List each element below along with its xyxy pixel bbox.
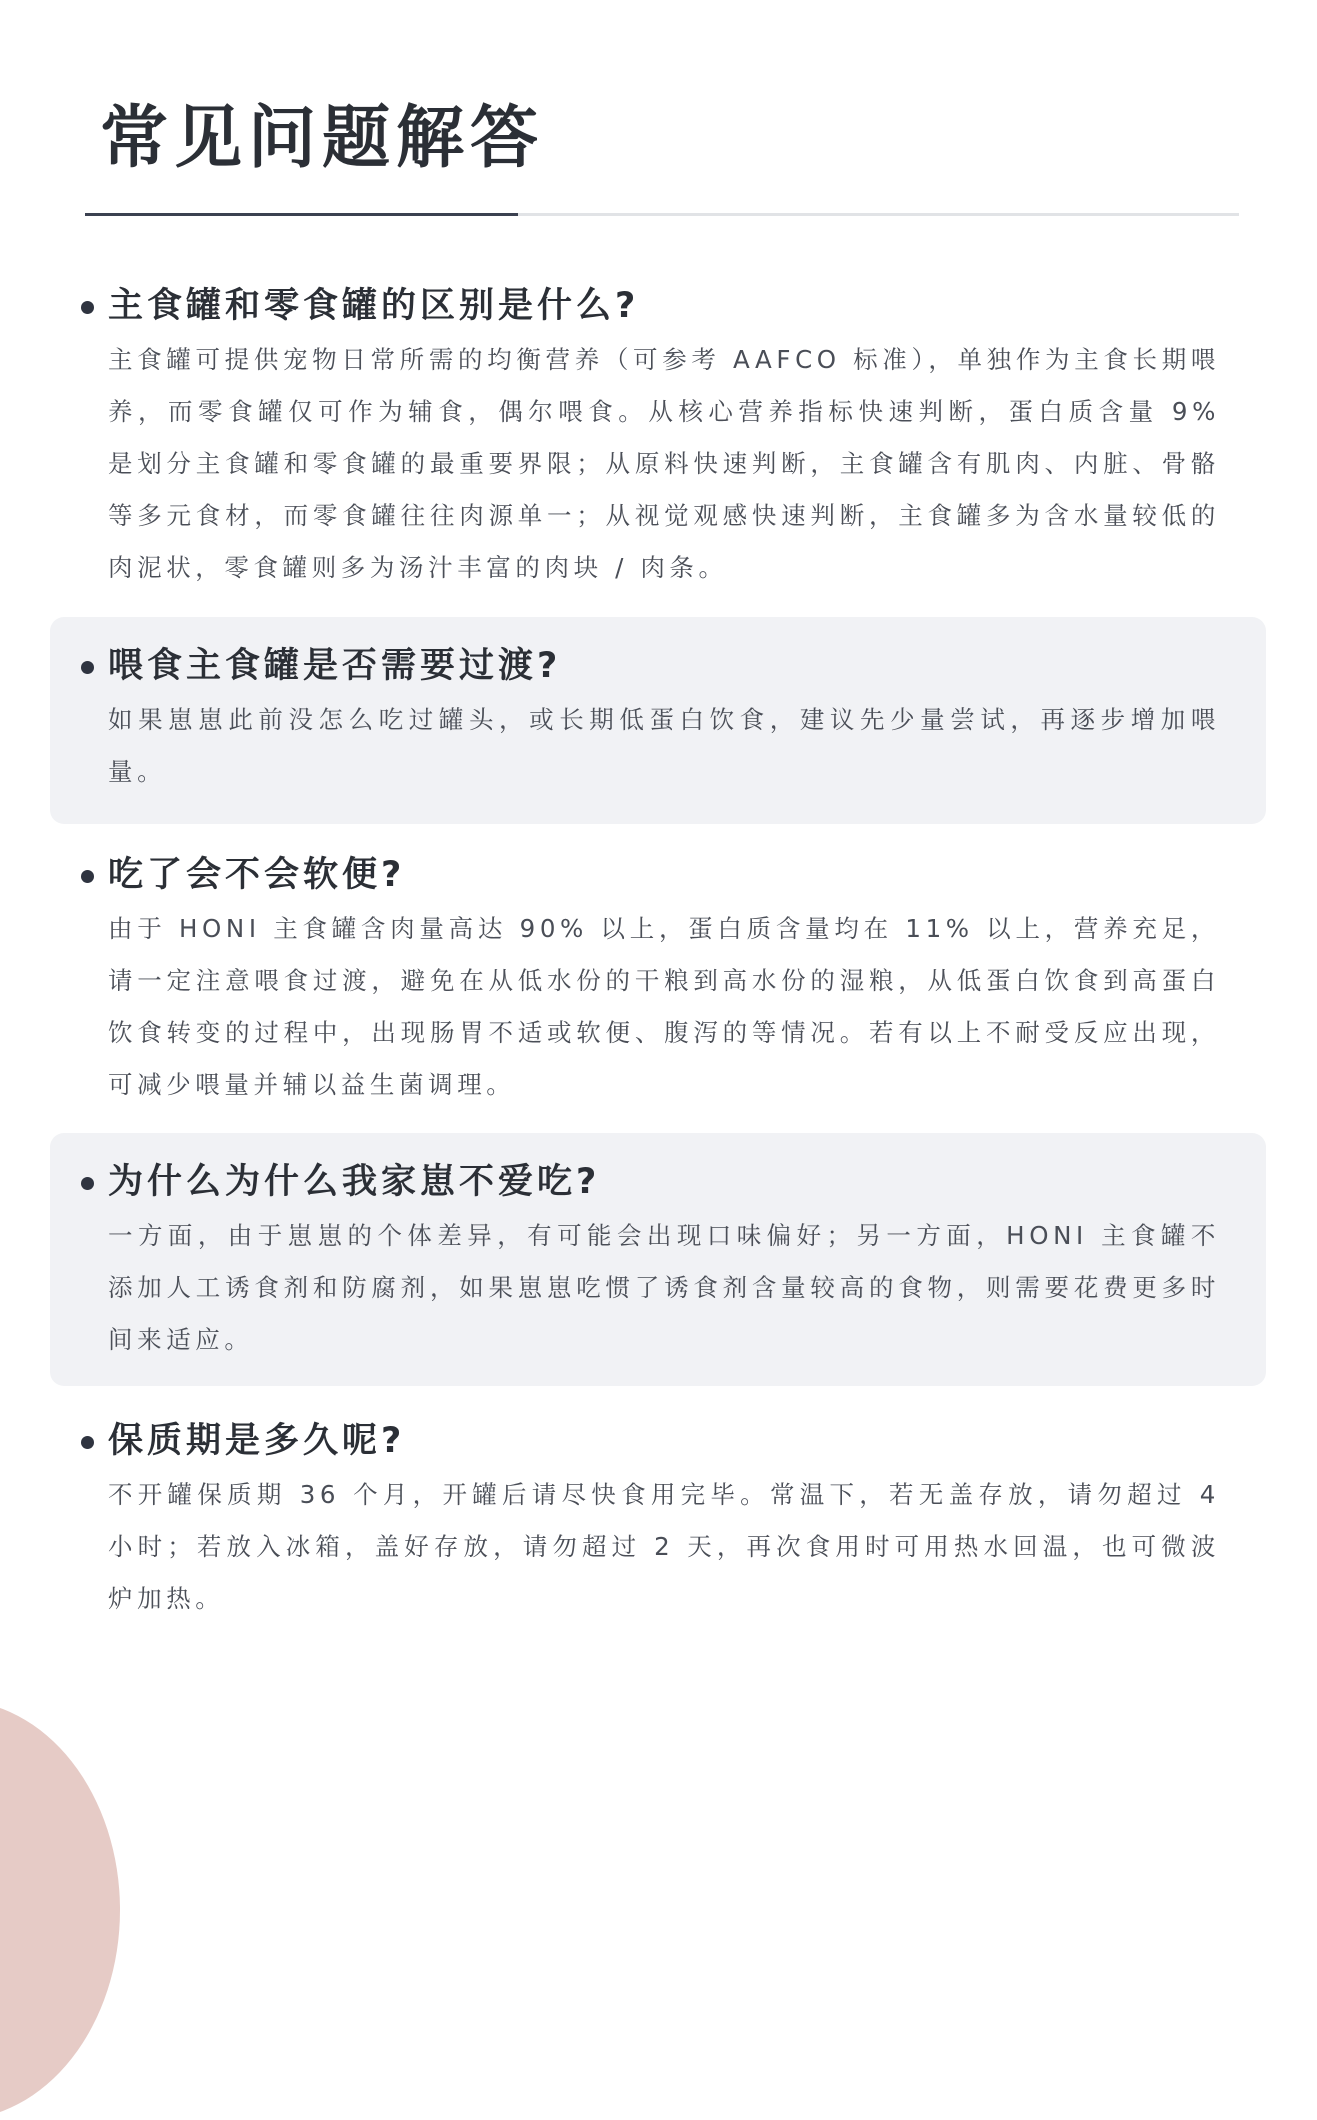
- faq-question: 主食罐和零食罐的区别是什么?: [108, 286, 640, 326]
- decorative-blob: [0, 1700, 120, 2120]
- faq-item: [50, 283, 1266, 594]
- faq-question: 吃了会不会软便?: [108, 855, 406, 895]
- bullet-icon: [81, 661, 94, 674]
- title-divider-accent: [85, 213, 518, 216]
- faq-answer: 主食罐可提供宠物日常所需的均衡营养（可参考 AAFCO 标准），单独作为主食长期喂养，而零食罐仅可作为辅食，偶尔喂食。从核心营养指标快速判断，蛋白质含量 9% 是划分主食罐和零食罐的最重要界限；从原料快速判断，主食罐含有肌肉、内脏、骨骼等多元食材，而零食罐往往肉源单一；从视觉观感快速判断，主食罐多为含水量较低的肉泥状，零食罐则多为汤汁丰富的肉块 / 肉条。: [108, 345, 1220, 582]
- faq-item: [50, 852, 1266, 1111]
- faq-question: 保质期是多久呢?: [108, 1421, 406, 1461]
- faq-answer: 由于 HONI 主食罐含肉量高达 90% 以上，蛋白质含量均在 11% 以上，营养充足，请一定注意喂食过渡，避免在从低水份的干粮到高水份的湿粮，从低蛋白饮食到高蛋白饮食转变的过程中，出现肠胃不适或软便、腹泻的等情况。若有以上不耐受反应出现，可减少喂量并辅以益生菌调理。: [108, 914, 1220, 1099]
- faq-question: 为什么为什么我家崽不爱吃?: [108, 1162, 601, 1202]
- faq-answer: 不开罐保质期 36 个月，开罐后请尽快食用完毕。常温下，若无盖存放，请勿超过 4 小时；若放入冰箱，盖好存放，请勿超过 2 天，再次食用时可用热水回温，也可微波炉加热。: [108, 1480, 1220, 1613]
- bullet-icon: [81, 301, 94, 314]
- bullet-icon: [81, 870, 94, 883]
- bullet-icon: [81, 1177, 94, 1190]
- faq-question: 喂食主食罐是否需要过渡?: [108, 646, 562, 686]
- faq-item: [50, 1418, 1266, 1625]
- faq-item: [50, 617, 1266, 824]
- faq-answer: 一方面，由于崽崽的个体差异，有可能会出现口味偏好；另一方面，HONI 主食罐不添加人工诱食剂和防腐剂，如果崽崽吃惯了诱食剂含量较高的食物，则需要花费更多时间来适应。: [108, 1221, 1220, 1354]
- faq-item: [50, 1133, 1266, 1386]
- faq-answer: 如果崽崽此前没怎么吃过罐头，或长期低蛋白饮食，建议先少量尝试，再逐步增加喂量。: [108, 705, 1220, 786]
- bullet-icon: [81, 1436, 94, 1449]
- page-title: 常见问题解答: [100, 99, 545, 178]
